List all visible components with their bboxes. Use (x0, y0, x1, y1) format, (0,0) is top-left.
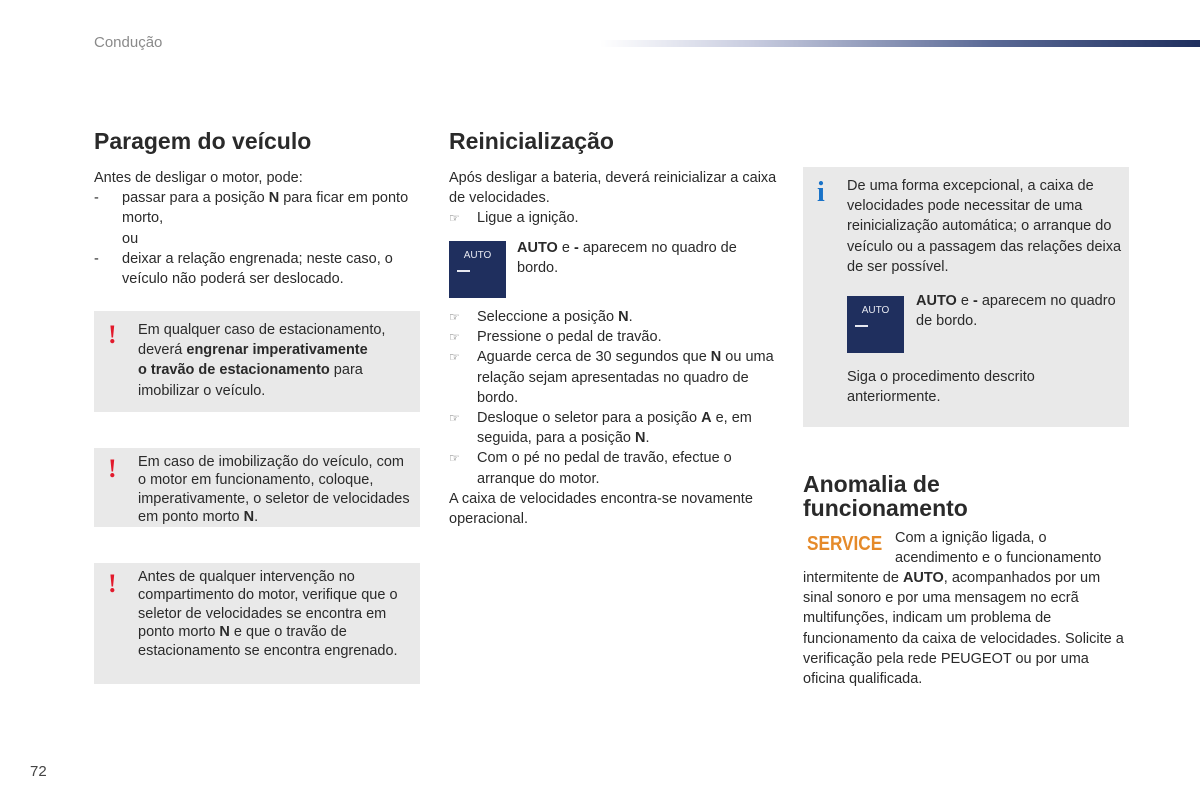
page-number: 72 (30, 763, 47, 780)
dash-marker (94, 249, 118, 269)
reinicializacao-steps (449, 307, 779, 529)
auto-note: AUTO e - aparecem no quadro de bordo. (517, 240, 737, 277)
warning-text: Em caso de imobilização do veículo, com o motor em funcionamento, coloque, imperativamente, o seletor de velocidades em ponto morto N. (138, 454, 410, 526)
hand-pointer-icon: ☞ (449, 211, 460, 226)
title-reinicializacao: Reinicialização (449, 128, 614, 154)
warning-box-imobilizacao (94, 448, 420, 527)
list-item: - deixar a relação engrenada; neste caso, o veículo não poderá ser deslocado. (94, 249, 424, 289)
info-icon: i (817, 177, 825, 208)
warning-box-estacionamento (94, 311, 420, 412)
dash-indicator-icon (457, 270, 470, 272)
auto-indicator-tile (449, 241, 506, 298)
hand-pointer-icon: ☞ (449, 330, 460, 345)
auto-indicator-tile (847, 296, 904, 353)
list-item: ☞ Com o pé no pedal de travão, efectue o arranque do motor. (449, 450, 732, 487)
reinicializacao-intro: Após desligar a bateria, deverá reinicializar a caixa de velocidades. (449, 170, 777, 207)
list-item: ☞ Ligue a ignição. (449, 208, 779, 228)
section-header: Condução (94, 34, 163, 51)
exclamation-icon: ! (108, 320, 117, 349)
info-text: De uma forma excepcional, a caixa de velocidades pode necessitar de uma reinicialização automática; o arranque do veículo ou a passagem das relações deixa de ser possível. (847, 178, 1122, 275)
reinicializacao-outro: A caixa de velocidades encontra-se novamente operacional. (449, 490, 753, 528)
auto-label: AUTO (463, 250, 492, 261)
auto-label: AUTO (861, 305, 890, 316)
service-warning-icon: SERVICE (807, 533, 883, 555)
info-follow: Siga o procedimento descrito anteriormente. (847, 369, 1035, 406)
list-item: ☞ Seleccione a posição N. (449, 307, 779, 327)
anomalia-body: intermitente de AUTO, acompanhados por um sinal sonoro e por uma mensagem no ecrã multifunções, indicam um problema de funcionamento da caixa de velocidades. Solicite a verificação pela rede PEUGEOT ou por uma oficina qualificada. (803, 570, 1124, 688)
warning-text: Antes de qualquer intervenção no compartimento do motor, verifique que o seletor de velocidades se encontra em ponto morto N e que o travão de estacionamento se encontra engrenado. (138, 569, 398, 659)
list-item: - passar para a posição N para ficar em ponto morto, ou (94, 188, 424, 249)
exclamation-icon: ! (108, 454, 117, 483)
list-item: ☞ Aguarde cerca de 30 segundos que N ou uma relação sejam apresentadas no quadro de bordo. (449, 349, 774, 406)
title-paragem: Paragem do veículo (94, 128, 312, 154)
list-item: ☞ Desloque o seletor para a posição A e, em seguida, para a posição N. (449, 410, 752, 447)
anomalia-head: Com a ignição ligada, o acendimento e o funcionamento (895, 530, 1102, 567)
paragem-text (94, 168, 424, 289)
warning-box-motor (94, 563, 420, 684)
hand-pointer-icon: ☞ (449, 411, 460, 426)
dash-indicator-icon (855, 325, 868, 327)
or-text: ou (122, 230, 139, 247)
paragem-intro: Antes de desligar o motor, pode: (94, 170, 303, 186)
dash-marker (94, 188, 118, 208)
hand-pointer-icon: ☞ (449, 310, 460, 324)
info-box (803, 167, 1129, 427)
hand-pointer-icon: ☞ (449, 451, 460, 466)
hand-pointer-icon: ☞ (449, 350, 460, 365)
auto-note: AUTO e - aparecem no quadro de bordo. (916, 293, 1116, 330)
list-item: ☞ Pressione o pedal de travão. (449, 327, 779, 347)
header-gradient-bar (600, 40, 1200, 47)
reinicializacao-intro-block (449, 168, 779, 229)
warning-text: Em qualquer caso de estacionamento, deverá engrenar imperativamente o travão de estacionamento para imobilizar o veículo. (138, 322, 386, 399)
title-anomalia: Anomalia de funcionamento (803, 471, 968, 521)
exclamation-icon: ! (108, 569, 117, 598)
